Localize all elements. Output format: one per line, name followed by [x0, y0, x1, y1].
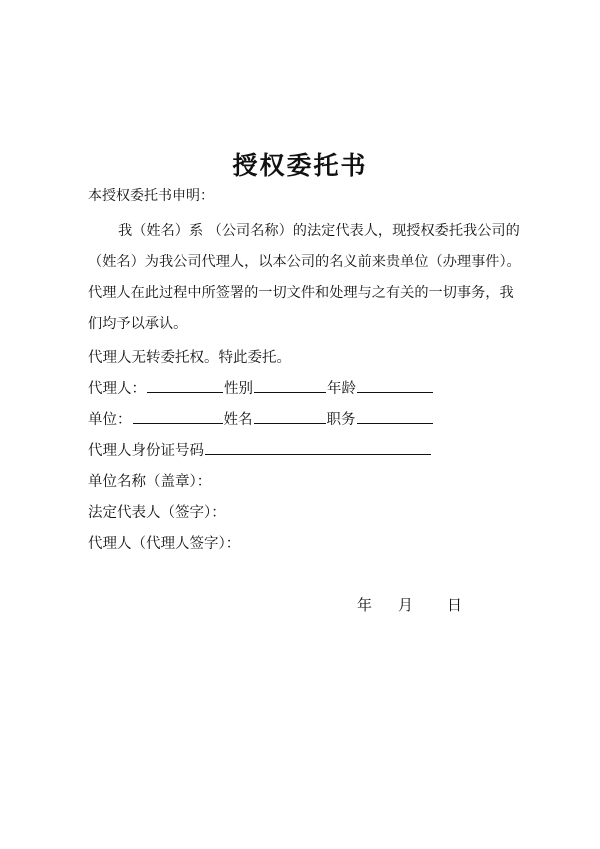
agent-signature-line: 代理人（代理人签字）：	[88, 536, 241, 552]
id-label: 代理人身份证号码	[88, 443, 204, 459]
document-title: 授权委托书	[232, 151, 368, 180]
position-blank[interactable]	[357, 409, 433, 424]
body-paragraph: 我（姓名）系 （公司名称）的法定代表人，现授权委托我公司的（姓名）为我公司代理人，以本公司的名义前来贵单位（办理事件）。代理人在此过程中所签署的一切文件和处理与之有关的一切事务，我们均予以承认。	[88, 223, 521, 332]
intro-line: 本授权委托书申明：	[88, 188, 214, 204]
name-blank[interactable]	[254, 409, 326, 424]
position-label: 职务	[326, 412, 356, 428]
age-blank[interactable]	[357, 378, 433, 393]
company-seal-line: 单位名称（盖章）：	[88, 474, 212, 490]
gender-blank[interactable]	[254, 378, 326, 393]
id-number-blank[interactable]	[205, 440, 431, 455]
agent-label: 代理人：	[88, 381, 146, 397]
gender-label: 性别	[224, 381, 253, 397]
agent-info-row	[88, 377, 434, 398]
unit-info-row	[88, 408, 434, 429]
name-label: 姓名	[223, 412, 253, 428]
unit-label: 单位：	[88, 412, 132, 428]
age-label: 年龄	[327, 381, 356, 397]
unit-blank[interactable]	[133, 409, 223, 424]
date-month: 月	[398, 596, 414, 614]
date-day: 日	[447, 596, 463, 614]
id-number-row	[88, 439, 432, 460]
date-year: 年	[357, 596, 373, 614]
legal-rep-signature-line: 法定代表人（签字）：	[88, 505, 226, 521]
no-delegation-statement: 代理人无转委托权。特此委托。	[88, 350, 291, 366]
agent-name-blank[interactable]	[147, 378, 223, 393]
